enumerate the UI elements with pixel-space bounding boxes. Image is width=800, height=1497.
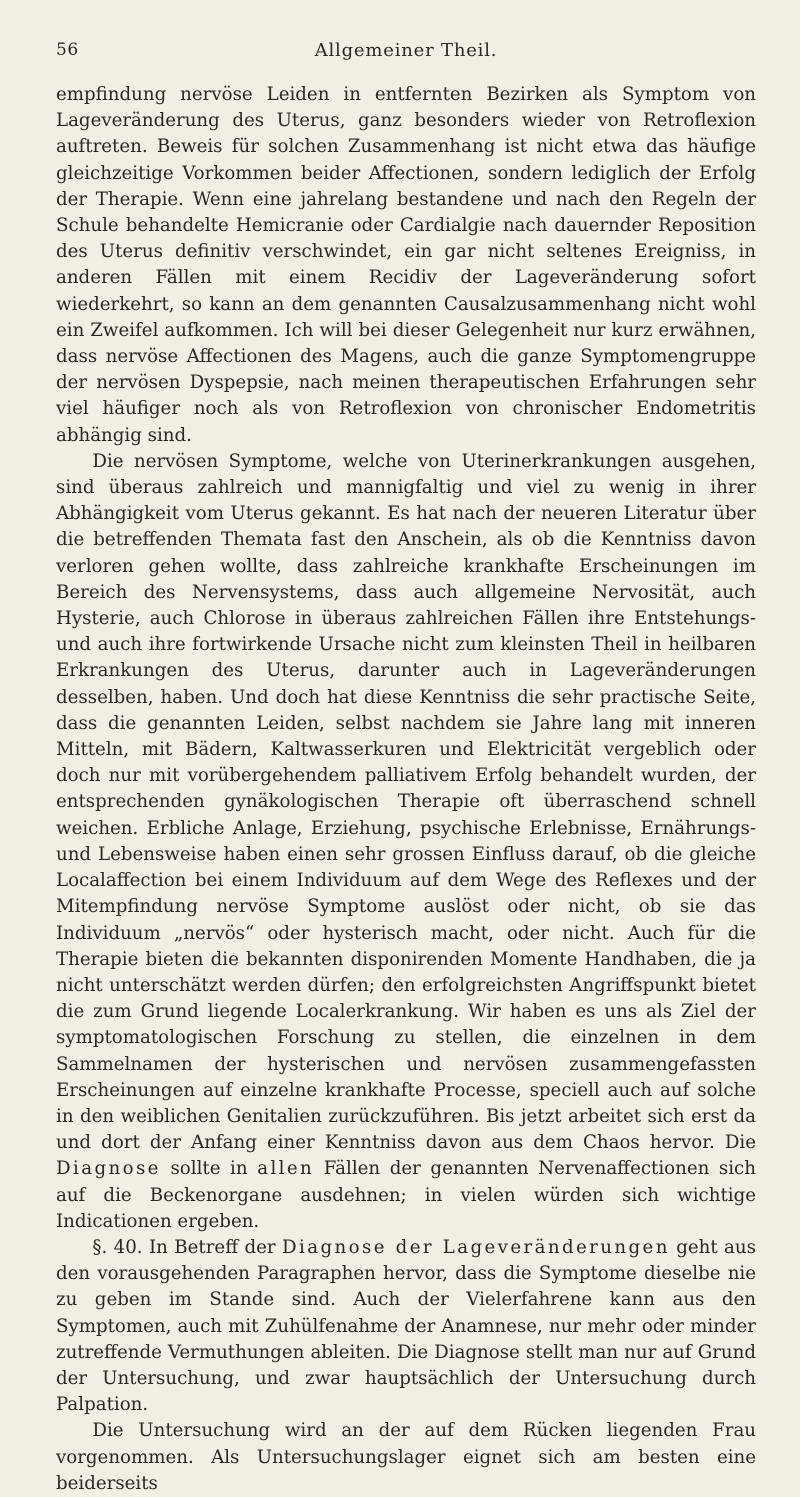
paragraph-text: Die nervösen Symptome, welche von Uterinerkrankungen ausgehen, sind überaus zahlreich und mannigfaltig und viel zu wenig in ihrer Abhängigkeit vom Uterus gekannt. Es hat nach der neueren Literatur über die betreffenden Themata fast den Anschein, als ob die Kenntniss davon verloren gehen wollte, dass zahlreiche krankhafte Erscheinungen im Bereich des Nervensystems, dass auch allgemeine Nervosität, auch Hysterie, auch Chlorose in überaus zahlreichen Fällen ihre Entstehungs- und auch ihre fortwirkende Ursache nicht zum kleinsten Theil in heilbaren Erkrankungen des Uterus, darunter auch in Lageveränderungen desselben, haben. Und doch hat diese Kenntniss die sehr practische Seite, dass die genannten Leiden, selbst nachdem sie Jahre lang mit inneren Mitteln, mit Bädern, Kaltwasserkuren und Elektricität vergeblich oder doch nur mit vorübergehendem palliativem Erfolg behandelt wurden, der entsprechenden gynäkologischen Therapie oft überraschend schnell weichen. Erbliche Anlage, Erziehung, psychische Erlebnisse, Ernährungs- und Lebensweise haben einen sehr grossen Einfluss darauf, ob die gleiche Localaffection bei einem Individuum auf dem Wege des Reflexes und der Mitempfindung nervöse Symptome auslöst oder nicht, ob sie das Individuum „nervös“ oder hysterisch macht, oder nicht. Auch für die Therapie bieten die bekannten disponirenden Momente Handhaben, die ja nicht unterschätzt werden dürfen; den erfolgreichsten Angriffspunkt bietet die zum Grund liegende Localerkrankung. Wir haben es uns als Ziel der symptomatologischen Forschung zu stellen, die einzelnen in dem Sammelnamen der hysterischen und nervösen zusammengefassten Erscheinungen auf einzelne krankhafte Processe, speciell auch auf solche in den weiblichen Genitalien zurückzuführen. Bis jetzt arbeitet sich erst da und dort der Anfang einer Kenntniss davon aus dem Chaos hervor. Die	[56, 450, 756, 1154]
running-head	[56, 40, 756, 68]
paragraph-examination: Die Untersuchung wird an der auf dem Rücken liegenden Frau vorgenommen. Als Untersuchungslager eignet sich am besten eine beiderseits	[56, 1420, 756, 1494]
paragraph-text: sollte in	[170, 1158, 248, 1180]
page-number: 56	[56, 40, 79, 60]
section-number: §. 40.	[92, 1236, 143, 1258]
header-title: Allgemeiner Theil.	[314, 40, 498, 61]
emphasis-allen: allen	[257, 1158, 315, 1180]
emphasis-diagnose-lageveraenderungen: Diagnose der Lageveränderungen	[282, 1236, 670, 1258]
paragraph-section-40	[56, 1235, 756, 1418]
paragraph-nervous-symptoms	[56, 449, 756, 1235]
body-text	[56, 82, 756, 1497]
emphasis-diagnose: Diagnose	[56, 1158, 161, 1180]
paragraph-text: Fällen der genannten Nervenaffectionen sich auf die Beckenorgane ausdehnen; in vielen würden sich wichtige Indicationen ergeben.	[56, 1158, 756, 1232]
paragraph-text: In Betreff der	[149, 1236, 276, 1258]
paragraph-continuation: empfindung nervöse Leiden in entfernten Bezirken als Symptom von Lageveränderung des Uterus, ganz besonders wieder von Retroflexion auftreten. Beweis für solchen Zusammenhang ist nicht etwa das häufige gleichzeitige Vorkommen beider Affectionen, sondern lediglich der Erfolg der Therapie. Wenn eine jahrelang bestandene und nach den Regeln der Schule behandelte Hemicranie oder Cardialgie nach dauernder Reposition des Uterus definitiv verschwindet, ein gar nicht seltenes Ereigniss, in anderen Fällen mit einem Recidiv der Lageveränderung sofort wiederkehrt, so kann an dem genannten Causalzusammenhang nicht wohl ein Zweifel aufkommen. Ich will bei dieser Gelegenheit nur kurz erwähnen, dass nervöse Affectionen des Magens, auch die ganze Symptomengruppe der nervösen Dyspepsie, nach meinen therapeutischen Erfahrungen sehr viel häufiger noch als von Retroflexion von chronischer Endometritis abhängig sind.	[56, 84, 756, 446]
paragraph-text: geht aus den vorausgehenden Paragraphen hervor, dass die Symptome dieselbe nie zu geben im Stande sind. Auch der Vielerfahrene kann aus den Symptomen, auch mit Zuhülfenahme der Anamnese, nur mehr oder minder zutreffende Vermuthungen ableiten. Die Diagnose stellt man nur auf Grund der Untersuchung, und zwar hauptsächlich der Untersuchung durch Palpation.	[56, 1236, 756, 1416]
